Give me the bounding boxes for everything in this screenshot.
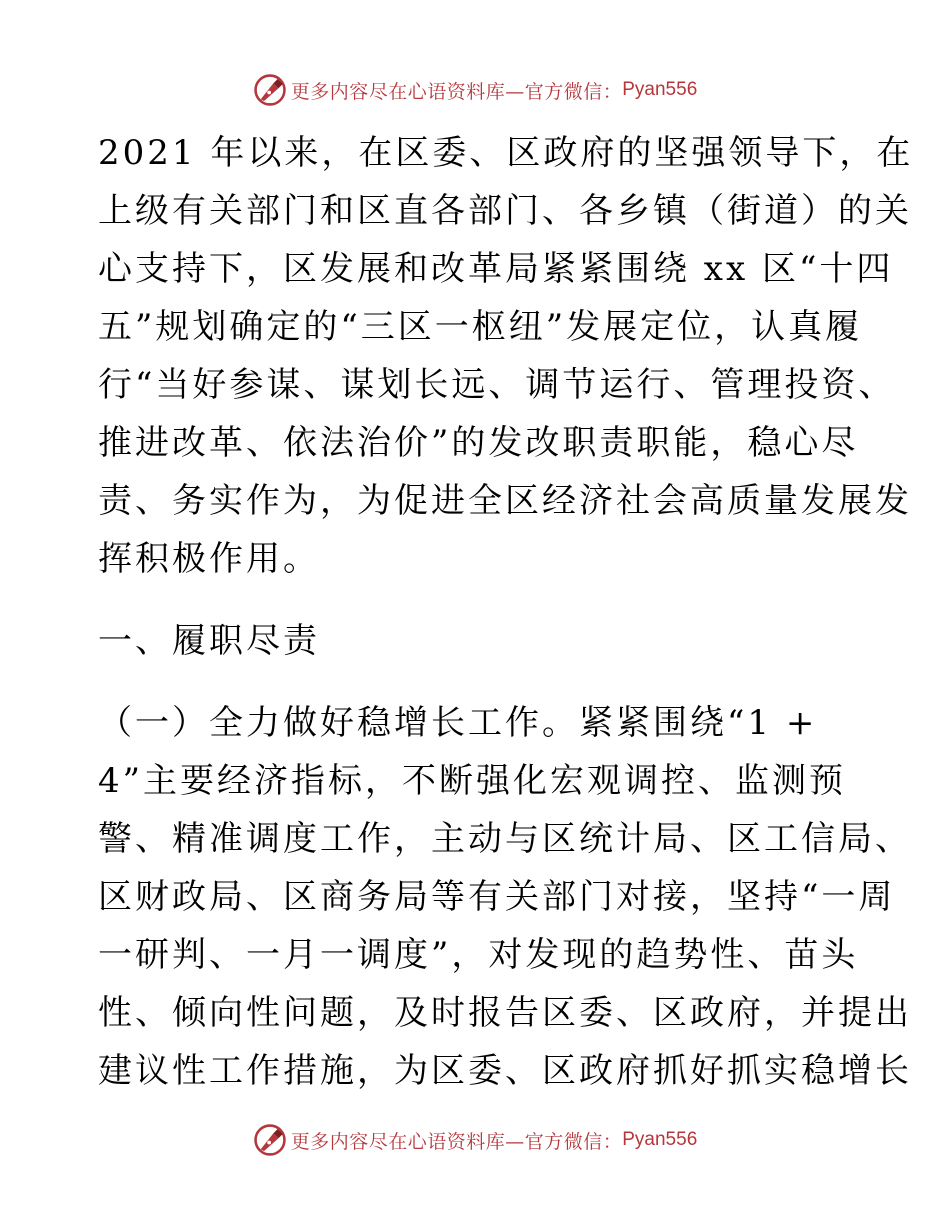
text-line: 一研判、一月一调度”，对发现的趋势性、苗头 <box>98 935 859 975</box>
text-line: 警、精准调度工作，主动与区统计局、区工信局、 <box>98 819 912 859</box>
document-body <box>98 124 914 1100</box>
footer-banner <box>0 1120 950 1160</box>
text-line: 心支持下，区发展和改革局紧紧围绕 xx 区“十四 <box>98 249 894 289</box>
header-banner <box>0 70 950 110</box>
pen-nib-logo-icon <box>253 73 287 107</box>
pen-nib-logo-icon <box>253 1123 287 1157</box>
text-line: 推进改革、依法治价”的发改职责职能，稳心尽 <box>98 423 859 463</box>
banner-site-text: 更多内容尽在心语资料库—官方微信： <box>290 80 623 103</box>
footer-site-text: 更多内容尽在心语资料库—官方微信： <box>290 1130 623 1153</box>
subsection-paragraph <box>98 694 912 1100</box>
banner-wechat-id: Pyan556 <box>622 79 698 100</box>
text-line: 2021 年以来，在区委、区政府的坚强领导下，在 <box>98 133 914 173</box>
text-line: 性、倾向性问题，及时报告区委、区政府，并提出 <box>98 993 912 1033</box>
text-line: 五”规划确定的“三区一枢纽”发展定位，认真履 <box>98 307 863 347</box>
text-line: 责、务实作为，为促进全区经济社会高质量发展发 <box>98 481 912 521</box>
text-line: 4”主要经济指标，不断强化宏观调控、监测预 <box>98 761 847 801</box>
footer-wechat-id: Pyan556 <box>622 1129 698 1150</box>
text-line: （一）全力做好稳增长工作。紧紧围绕“1 + <box>98 703 818 743</box>
heading-line: 一、履职尽责 <box>98 621 320 661</box>
intro-paragraph <box>98 124 914 588</box>
text-line: 挥积极作用。 <box>98 539 320 579</box>
text-line: 区财政局、区商务局等有关部门对接，坚持“一周 <box>98 877 896 917</box>
section-heading <box>98 612 858 670</box>
text-line: 上级有关部门和区直各部门、各乡镇（街道）的关 <box>98 191 912 231</box>
text-line: 建议性工作措施，为区委、区政府抓好抓实稳增长 <box>98 1051 912 1091</box>
text-line: 行“当好参谋、谋划长远、调节运行、管理投资、 <box>98 365 896 405</box>
